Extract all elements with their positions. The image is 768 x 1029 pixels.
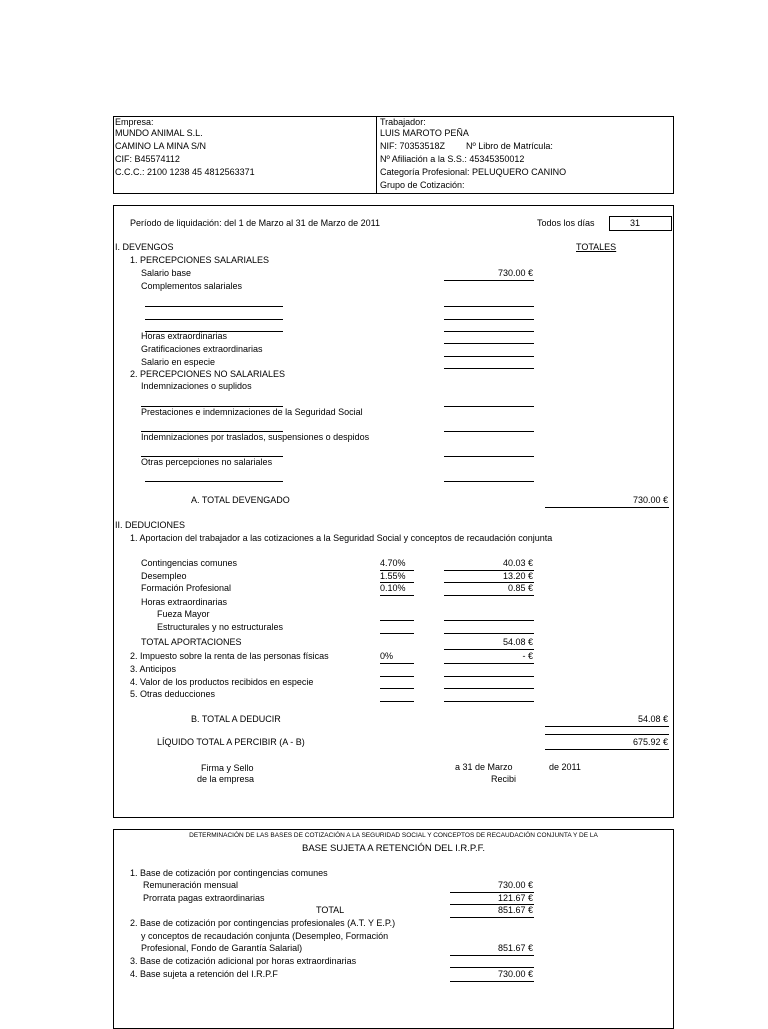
prorrata-value: 121.67 € [497, 893, 533, 903]
desempleo-label: Desempleo [141, 571, 187, 581]
irpf-value: - € [522, 651, 533, 661]
line-ant-val [444, 676, 534, 677]
horas-extra-label: Horas extraordinarias [141, 331, 228, 341]
line-especie [444, 368, 534, 369]
line-irpf-pct [380, 663, 414, 664]
line-total-devengado [545, 507, 669, 508]
prorrata-label: Prorrata pagas extraordinarias [143, 893, 265, 903]
line-indemn-b [444, 406, 534, 407]
line-est-val [444, 633, 534, 634]
recibi-label: Recibi [491, 774, 517, 784]
bases-item2-line2: y conceptos de recaudación conjunta (Desempleo, Formación [141, 931, 389, 941]
header-divider [376, 116, 377, 194]
line-item4 [450, 981, 534, 982]
line-otras-a [145, 481, 283, 482]
trabajador-nif: NIF: 70353518Z [380, 141, 446, 151]
bases-item1: 1. Base de cotización por contingencias comunes [130, 868, 328, 878]
line-total-aport [444, 649, 534, 650]
desempleo-value: 13.20 € [502, 571, 533, 581]
line-total-deducir [545, 726, 669, 727]
empresa-address: CAMINO LA MINA S/N [115, 141, 207, 151]
bases-item4: 4. Base sujeta a retención del I.R.P.F [130, 969, 278, 979]
formacion-value: 0.85 € [507, 583, 533, 593]
contingencias-value: 40.03 € [502, 558, 533, 568]
anticipos-label: 3. Anticipos [130, 664, 177, 674]
afiliacion: Nº Afiliación a la S.S.: 45345350012 [380, 154, 525, 164]
line-salario-base [444, 280, 534, 281]
todos-los-dias-label: Todos los días [537, 218, 595, 228]
total-devengado-label: A. TOTAL DEVENGADO [191, 495, 290, 505]
bases-item4-value: 730.00 € [497, 969, 533, 979]
line-irpf-val [444, 663, 534, 664]
gratificaciones-label: Gratificaciones extraordinarias [141, 344, 263, 354]
total-deducir-value: 54.08 € [637, 714, 668, 724]
blank-line-3b [444, 331, 534, 332]
irpf-pct: 0% [380, 651, 394, 661]
especie-ded-label: 4. Valor de los productos recibidos en especie [130, 677, 314, 687]
firma-line1: Firma y Sello [201, 763, 254, 773]
remuneracion-value: 730.00 € [497, 880, 533, 890]
anio-recibi: de 2011 [549, 762, 581, 772]
bases-item3: 3. Base de cotización adicional por horas extraordinarias [130, 956, 357, 966]
remuneracion-label: Remuneración mensual [143, 880, 239, 890]
line-item3 [450, 967, 534, 968]
devengos-title: I. DEVENGOS [115, 242, 174, 252]
line-esp-pct [380, 688, 414, 689]
bases-item2-line3: Profesional, Fondo de Garantía Salarial) [141, 943, 303, 953]
total-devengado-value: 730.00 € [632, 495, 668, 505]
grupo-cotizacion: Grupo de Cotización: [380, 180, 465, 190]
empresa-label: Empresa: [115, 117, 154, 127]
bases-total-value: 851.67 € [497, 905, 533, 915]
line-liquido-top [545, 734, 669, 735]
blank-line-1a [145, 306, 283, 307]
liquido-value: 675.92 € [632, 737, 668, 747]
dias-box [609, 216, 672, 231]
line-form-pct [380, 595, 414, 596]
bases-item2-line1: 2. Base de cotización por contingencias profesionales (A.T. Y E.P.) [130, 918, 396, 928]
fuerza-mayor-label: Fueza Mayor [157, 609, 210, 619]
total-aportaciones-value: 54.08 € [502, 637, 533, 647]
line-liquido-bottom [545, 749, 669, 750]
indemnizaciones-label: Indemnizaciones o suplidos [141, 381, 252, 391]
bases-title-line2: BASE SUJETA A RETENCIÓN DEL I.R.P.F. [301, 843, 486, 854]
complementos-label: Complementos salariales [141, 281, 243, 291]
bases-item2-value: 851.67 € [497, 943, 533, 953]
line-item2 [450, 955, 534, 956]
line-fm-pct [380, 620, 414, 621]
categoria: Categoría Profesional: PELUQUERO CANINO [380, 167, 567, 177]
empresa-name: MUNDO ANIMAL S.L. [115, 128, 203, 138]
total-aportaciones-label: TOTAL APORTACIONES [141, 637, 242, 647]
percepciones-salariales-title: 1. PERCEPCIONES SALARIALES [130, 255, 270, 265]
blank-line-2b [444, 319, 534, 320]
line-trasl-b [444, 456, 534, 457]
deducciones-title: II. DEDUCIONES [115, 520, 186, 530]
desempleo-pct: 1.55% [380, 571, 406, 581]
prestaciones-label: Prestaciones e indemnizaciones de la Seguridad Social [141, 407, 363, 417]
traslados-label: Indemnizaciones por traslados, suspensiones o despidos [141, 432, 370, 442]
trabajador-label: Trabajador: [380, 117, 426, 127]
fecha-recibi: a 31 de Marzo [455, 762, 513, 772]
line-prest-b [444, 431, 534, 432]
bases-total-label: TOTAL [316, 905, 345, 915]
periodo-text: Período de liquidación: del 1 de Marzo al 31 de Marzo de 2011 [130, 218, 380, 228]
aportacion-title: 1. Aportacion del trabajador a las cotizaciones a la Seguridad Social y conceptos de recaudación conjunta [130, 533, 553, 543]
horas-extra-ded-label: Horas extraordinarias [141, 597, 228, 607]
estructurales-label: Estructurales y no estructurales [157, 622, 284, 632]
totales-header: TOTALES [576, 242, 617, 252]
empresa-ccc: C.C.C.: 2100 1238 45 4812563371 [115, 167, 255, 177]
liquido-label: LÍQUIDO TOTAL A PERCIBIR (A - B) [157, 737, 305, 747]
formacion-pct: 0.10% [380, 583, 406, 593]
otras-deducciones-label: 5. Otras deducciones [130, 689, 216, 699]
line-form-val [444, 595, 534, 596]
salario-base-label: Salario base [141, 268, 192, 278]
blank-line-2a [145, 319, 283, 320]
line-fm-val [444, 620, 534, 621]
contingencias-pct: 4.70% [380, 558, 406, 568]
blank-line-1b [444, 306, 534, 307]
line-otr-pct [380, 701, 414, 702]
irpf-label: 2. Impuesto sobre la renta de las personas físicas [130, 651, 329, 661]
line-horas-extra [444, 343, 534, 344]
line-ant-pct [380, 676, 414, 677]
contingencias-label: Contingencias comunes [141, 558, 238, 568]
bases-title-line1: DETERMINACIÓN DE LAS BASES DE COTIZACIÓN A LA SEGURIDAD SOCIAL Y CONCEPTOS DE RECAUDACIÓN CONJUNTA Y DE LA [189, 832, 598, 839]
formacion-label: Formación Profesional [141, 583, 232, 593]
line-est-pct [380, 633, 414, 634]
firma-line2: de la empresa [197, 774, 255, 784]
empresa-cif: CIF: B45574112 [115, 154, 180, 164]
line-esp-val [444, 688, 534, 689]
dias-value: 31 [630, 218, 641, 228]
especie-label: Salario en especie [141, 357, 216, 367]
otras-percepciones-label: Otras percepciones no salariales [141, 457, 273, 467]
libro-matricula: Nº Libro de Matrícula: [466, 141, 553, 151]
trabajador-name: LUIS MAROTO PEÑA [380, 128, 469, 138]
line-otr-val [444, 701, 534, 702]
line-gratificaciones [444, 356, 534, 357]
total-deducir-label: B. TOTAL A DEDUCIR [191, 714, 281, 724]
percepciones-no-salariales-title: 2. PERCEPCIONES NO SALARIALES [130, 369, 286, 379]
line-otras-b [444, 481, 534, 482]
bases-box [113, 829, 674, 1029]
salario-base-value: 730.00 € [497, 268, 533, 278]
line-bases-total [450, 917, 534, 918]
